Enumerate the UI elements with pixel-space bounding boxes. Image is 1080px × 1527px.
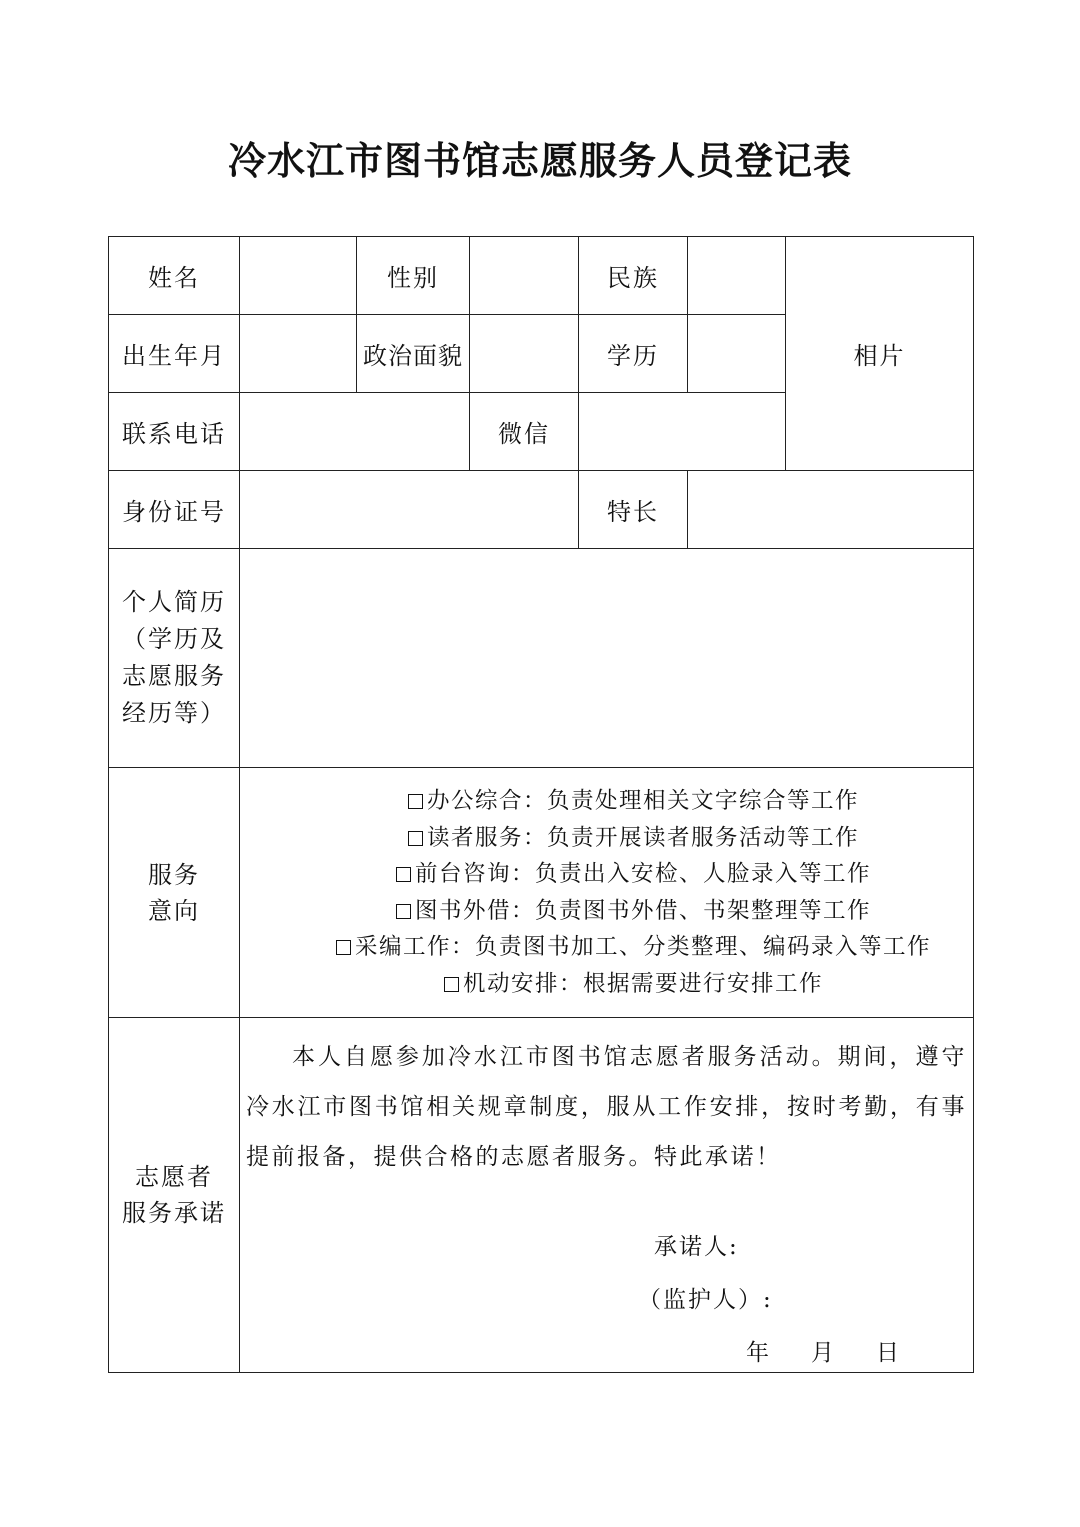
intent-option-label: 采编工作：负责图书加工、分类整理、编码录入等工作 <box>354 934 931 960</box>
resume-label-line: 个人简历 <box>122 588 226 616</box>
checkbox-icon[interactable] <box>336 940 351 955</box>
date-day-label: 日 <box>876 1340 901 1366</box>
phone-field[interactable] <box>240 393 470 471</box>
wechat-field[interactable] <box>579 393 786 471</box>
checkbox-icon[interactable] <box>396 867 411 882</box>
pledge-label-line: 志愿者 <box>135 1163 213 1191</box>
date-line[interactable] <box>746 1334 901 1367</box>
service-intent-options <box>240 768 974 1018</box>
registration-form-table <box>108 236 974 1373</box>
name-field[interactable] <box>240 237 357 315</box>
intent-option-front-desk[interactable] <box>294 856 973 893</box>
resume-field[interactable] <box>240 549 974 768</box>
photo-label: 相片 <box>853 342 906 370</box>
education-label: 学历 <box>579 315 688 393</box>
id-number-label: 身份证号 <box>109 471 240 549</box>
resume-label-line: 经历等） <box>122 699 226 727</box>
specialty-label: 特长 <box>579 471 688 549</box>
date-month-label: 月 <box>811 1340 836 1366</box>
intent-option-label: 图书外借：负责图书外借、书架整理等工作 <box>414 897 871 924</box>
intent-option-label: 机动安排：根据需要进行安排工作 <box>462 970 823 997</box>
ethnicity-label: 民族 <box>579 237 688 315</box>
service-intent-label-line: 意向 <box>148 896 200 925</box>
pledge-text: 本人自愿参加冷水江市图书馆志愿者服务活动。期间，遵守冷水江市图书馆相关规章制度，服从工作安排，按时考勤，有事提前报备，提供合格的志愿者服务。特此承诺！ <box>246 1044 967 1170</box>
specialty-field[interactable] <box>688 471 974 549</box>
intent-option-flexible[interactable] <box>294 966 973 1003</box>
intent-option-cataloging[interactable] <box>294 929 973 966</box>
intent-option-label: 办公综合：负责处理相关文字综合等工作 <box>426 788 859 814</box>
intent-option-label: 读者服务：负责开展读者服务活动等工作 <box>426 824 859 851</box>
signer-line[interactable] <box>654 1228 739 1261</box>
guardian-label: （监护人）: <box>638 1287 773 1313</box>
checkbox-icon[interactable] <box>396 904 411 919</box>
form-title: 冷水江市图书馆志愿服务人员登记表 <box>227 138 852 183</box>
signer-label: 承诺人: <box>654 1234 739 1260</box>
checkbox-icon[interactable] <box>408 831 423 846</box>
checkbox-icon[interactable] <box>444 977 459 992</box>
phone-label: 联系电话 <box>109 393 240 471</box>
pledge-label <box>109 1018 240 1373</box>
intent-option-reader-service[interactable] <box>294 820 973 857</box>
intent-option-office[interactable] <box>294 783 973 820</box>
resume-label <box>109 549 240 768</box>
birth-label: 出生年月 <box>109 315 240 393</box>
photo-box[interactable] <box>786 237 974 471</box>
education-field[interactable] <box>688 315 786 393</box>
guardian-line[interactable] <box>638 1281 773 1314</box>
service-intent-label-line: 服务 <box>148 860 200 889</box>
birth-field[interactable] <box>240 315 357 393</box>
gender-label: 性别 <box>357 237 470 315</box>
id-number-field[interactable] <box>240 471 579 549</box>
service-intent-label <box>109 768 240 1018</box>
date-year-label: 年 <box>746 1340 771 1366</box>
pledge-cell <box>240 1018 974 1373</box>
ethnicity-field[interactable] <box>688 237 786 315</box>
wechat-label: 微信 <box>470 393 579 471</box>
checkbox-icon[interactable] <box>408 794 423 809</box>
intent-option-lending[interactable] <box>294 893 973 930</box>
intent-option-label: 前台咨询：负责出入安检、人脸录入等工作 <box>414 861 871 887</box>
political-label: 政治面貌 <box>357 315 470 393</box>
name-label: 姓名 <box>109 237 240 315</box>
gender-field[interactable] <box>470 237 579 315</box>
political-field[interactable] <box>470 315 579 393</box>
resume-label-line: （学历及 <box>122 625 226 653</box>
resume-label-line: 志愿服务 <box>122 662 226 690</box>
pledge-label-line: 服务承诺 <box>122 1199 226 1227</box>
